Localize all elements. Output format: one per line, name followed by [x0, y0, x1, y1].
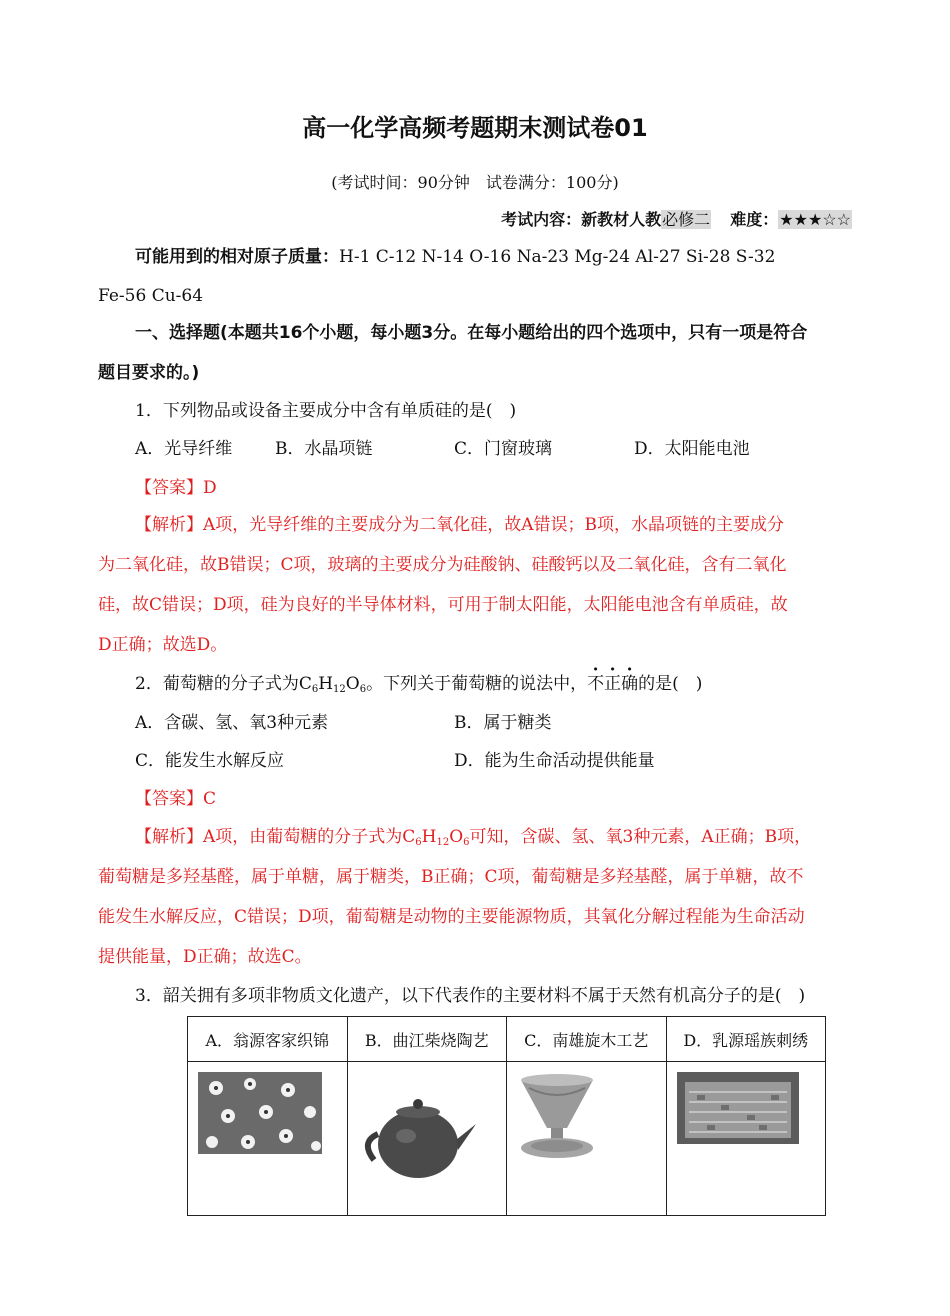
q2-analysis-post: 可知，含碳、氢、氧3种元素，A正确；B项， [469, 827, 812, 847]
q1-option-c: C．门窗玻璃 [454, 439, 553, 459]
q1-analysis-line4: D正确；故选D。 [98, 635, 228, 655]
atomic-mass-line1 [135, 246, 775, 268]
q2-analysis-line3: 能发生水解反应，C错误；D项，葡萄糖是动物的主要能源物质，其氧化分解过程能为生命活动 [98, 907, 805, 927]
q2-option-c: C．能发生水解反应 [135, 751, 285, 771]
q2-stem [135, 673, 702, 701]
formula-c: C [298, 674, 312, 694]
page-title: 高一化学高频考题期末测试卷01 [302, 114, 648, 142]
q3-image-cell-d [666, 1062, 826, 1216]
formula-c-count: 6 [415, 837, 422, 848]
q3-stem: 3．韶关拥有多项非物质文化遗产，以下代表作的主要材料不属于天然有机高分子的是( ) [135, 986, 806, 1006]
q3-header-c: C．南雄旋木工艺 [507, 1017, 667, 1062]
q2-emphasis-3: 确 [621, 674, 639, 694]
formula-c-count: 6 [311, 684, 319, 695]
atomic-mass-label: 可能用到的相对原子质量： [135, 247, 339, 267]
embroidery-image [677, 1072, 799, 1144]
q2-analysis-line1 [135, 826, 811, 854]
formula-o: O [449, 827, 464, 847]
formula-h-count: 12 [436, 837, 450, 848]
q2-emphasis-1: 不 [587, 674, 605, 694]
q1-option-a: A．光导纤维 [135, 439, 233, 459]
q2-analysis-formula [402, 827, 469, 847]
q2-stem-mid: 。下列关于葡萄糖的说法中， [366, 674, 588, 694]
brocade-image [198, 1072, 322, 1154]
section1-desc-line2: 题目要求的。) [98, 363, 200, 383]
q1-answer: 【答案】D [135, 478, 217, 498]
formula-c: C [402, 827, 416, 847]
q3-image-cell-c [507, 1062, 667, 1216]
atomic-mass-values: H-1 C-12 N-14 O-16 Na-23 Mg-24 Al-27 Si-28 S-32 [339, 247, 776, 267]
section1-heading: 一、选择题 [135, 323, 220, 343]
formula-o-count: 6 [359, 684, 367, 695]
q2-analysis-line2: 葡萄糖是多羟基醛，属于单糖，属于糖类，B正确；C项，葡萄糖是多羟基醛，属于单糖，故不 [98, 867, 804, 887]
q2-analysis-pre: 【解析】A项，由葡萄糖的分子式为 [135, 827, 403, 847]
q1-analysis-line2: 为二氧化硅，故B错误；C项，玻璃的主要成分为硅酸钠、硅酸钙以及二氧化硅，含有二氧化 [98, 555, 787, 575]
q2-analysis-line4: 提供能量，D正确；故选C。 [98, 947, 312, 967]
content-highlight: 必修二 [662, 210, 711, 229]
formula-h-count: 12 [333, 684, 346, 695]
q2-formula [299, 674, 366, 694]
q2-stem-post: 的是( ) [638, 674, 703, 694]
q2-option-b: B．属于糖类 [454, 713, 552, 733]
q1-option-d: D．太阳能电池 [634, 439, 750, 459]
q3-header-a: A．翁源客家织锦 [188, 1017, 348, 1062]
difficulty-stars: ★★★☆☆ [779, 210, 851, 229]
content-value: 新教材人教 [581, 210, 662, 229]
woodturning-cup-image [517, 1072, 597, 1162]
section1-heading-line [135, 322, 807, 344]
content-label: 考试内容： [501, 210, 582, 229]
formula-o: O [345, 674, 360, 694]
q2-stem-pre: 2．葡萄糖的分子式为 [135, 674, 299, 694]
q2-emphasis-2: 正 [604, 674, 622, 694]
q1-option-b: B．水晶项链 [275, 439, 373, 459]
q3-image-cell-b [347, 1062, 507, 1216]
exam-subtitle: (考试时间：90分钟 试卷满分：100分) [331, 173, 619, 192]
formula-o-count: 6 [463, 837, 470, 848]
q3-header-d: D．乳源瑶族刺绣 [666, 1017, 826, 1062]
q3-header-b: B．曲江柴烧陶艺 [347, 1017, 507, 1062]
q1-stem: 1．下列物品或设备主要成分中含有单质硅的是( ) [135, 401, 517, 421]
difficulty-label: 难度： [730, 210, 779, 229]
q2-answer: 【答案】C [135, 789, 217, 809]
q3-image-cell-a [188, 1062, 348, 1216]
q1-analysis-line1: 【解析】A项，光导纤维的主要成分为二氧化硅，故A错误；B项，水晶项链的主要成分 [135, 515, 785, 535]
atomic-mass-line2: Fe-56 Cu-64 [98, 286, 204, 306]
q2-option-d: D．能为生命活动提供能量 [454, 751, 655, 771]
q2-option-a: A．含碳、氢、氧3种元素 [135, 713, 329, 733]
formula-h: H [318, 674, 334, 694]
exam-meta [501, 209, 852, 231]
q3-option-table [187, 1016, 826, 1216]
teapot-image [358, 1084, 480, 1184]
formula-h: H [421, 827, 437, 847]
q1-analysis-line3: 硅，故C错误；D项，硅为良好的半导体材料，可用于制太阳能，太阳能电池含有单质硅，故 [98, 595, 788, 615]
section1-desc: (本题共16个小题，每小题3分。在每小题给出的四个选项中，只有一项是符合 [220, 323, 808, 343]
